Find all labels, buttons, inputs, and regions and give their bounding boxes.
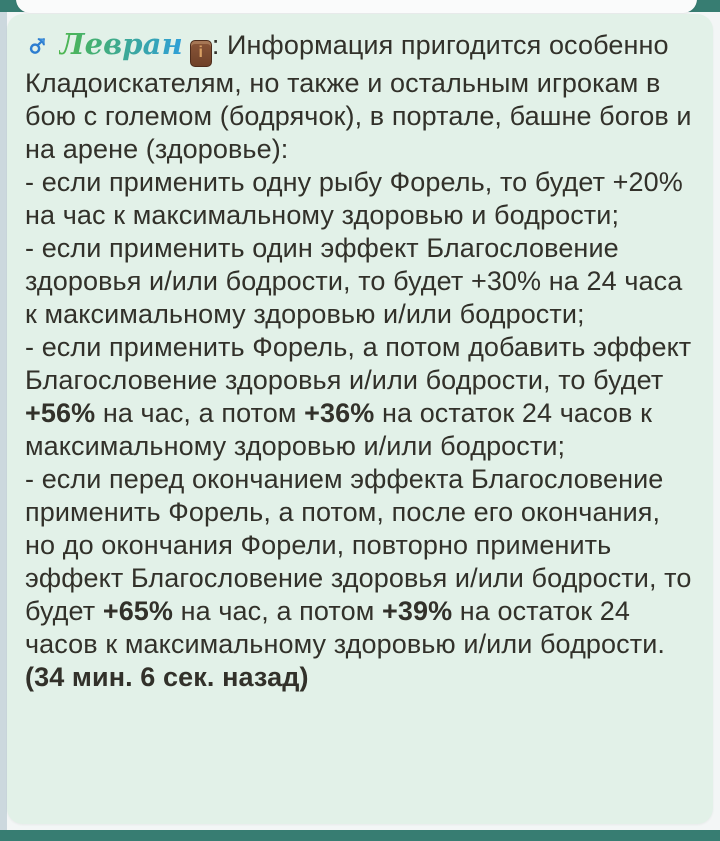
message-paragraph — [25, 331, 697, 463]
body-text: на час, а потом — [173, 595, 382, 626]
bold-value-text: +56% — [25, 397, 96, 428]
body-text: - если перед окончанием эффекта Благословение применить Форель, а потом, после его окончания, но до окончания Форели, повторно применить эффект Благословение здоровья и/или бодрости, то будет — [25, 463, 692, 626]
previous-message-card — [16, 0, 697, 13]
body-text: Информация пригодится особенно Кладоискателям, но также и остальным игрокам в бою с големом (бодрячок), в портале, башне богов и на арене (здоровье): — [25, 30, 692, 164]
bold-value-text: (34 мин. 6 сек. назад) — [25, 661, 309, 692]
screen-left-edge — [0, 12, 7, 830]
message-paragraph — [25, 232, 697, 331]
name-colon-separator: : — [211, 30, 228, 60]
item-info-icon-letter: i — [198, 44, 204, 61]
bold-value-text: +39% — [381, 595, 453, 626]
message-body — [7, 14, 713, 694]
body-text: - если применить один эффект Благословение здоровья и/или бодрости, то будет +30% на 24 часа к максимальному здоровью и/или бодрости; — [25, 232, 683, 329]
username-link[interactable]: Левран — [58, 27, 183, 61]
body-text: на час, а потом — [95, 397, 305, 428]
message-paragraph — [25, 166, 697, 232]
body-text: на остаток 24 часов к максимальному здоровью и/или бодрости. — [25, 595, 666, 659]
body-text: на остаток 24 часов к максимальному здоровью и/или бодрости; — [25, 397, 652, 461]
body-text: - если применить Форель, а потом добавить эффект Благословение здоровья и/или бодрости, то будет — [25, 331, 692, 395]
body-text: - если применить одну рыбу Форель, то будет +20% на час к максимальному здоровью и бодрости; — [25, 166, 683, 230]
male-gender-icon: ♂ — [25, 26, 50, 63]
message-intro-paragraph — [25, 28, 697, 166]
bottom-chrome-bar — [0, 830, 720, 841]
bold-value-text: +36% — [304, 397, 375, 428]
message-paragraph — [25, 463, 697, 694]
item-info-icon[interactable] — [190, 40, 212, 67]
message-card — [7, 14, 713, 824]
bold-value-text: +65% — [102, 595, 174, 626]
